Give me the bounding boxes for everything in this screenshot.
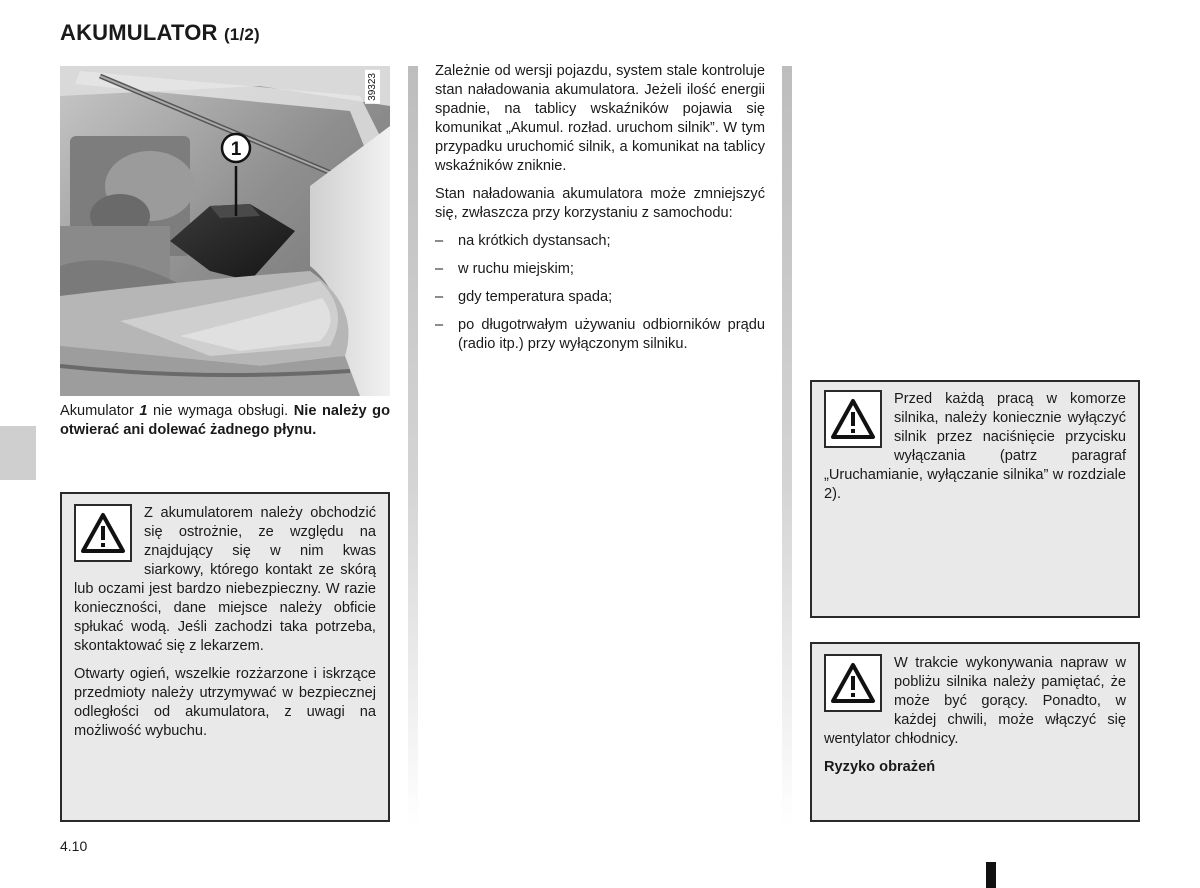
warning-paragraph: Przed każdą pracą w komorze silnika, należy koniecznie wyłączyć silnik przez naciśnięcie przycisku wyłączania (patrz paragraf „Uruchamianie, wyłączanie silnika” w rozdziale 2). bbox=[824, 391, 1126, 502]
title-part: (1/2) bbox=[223, 25, 260, 44]
warning-paragraph: Otwarty ogień, wszelkie rozżarzone i iskrzące przedmioty należy utrzymywać w bezpiecznej odległości od akumulatora, z uwagi na możliwość wybuchu. bbox=[74, 666, 376, 739]
warning-paragraph: Z akumulatorem należy obchodzić się ostrożnie, ze względu na znajdujący się w nim kwas siarkowy, którego kontakt ze skórą lub oczami jest bardzo niebezpieczny. W razie konieczności, dane miejsce należy obficie spłukać wodą. Jeśli zachodzi taka potrzeba, skontaktować się z lekarzem. bbox=[74, 505, 376, 654]
warning-box-battery-acid bbox=[60, 492, 390, 822]
photo-caption: Akumulator 1 nie wymaga obsługi. Nie należy go otwierać ani dolewać żadnego płynu. bbox=[60, 403, 390, 438]
page-number: 4.10 bbox=[60, 838, 88, 854]
column-divider bbox=[408, 66, 418, 826]
list-item: – po długotrwałym używaniu odbiorników prądu (radio itp.) przy wyłączonym silniku. bbox=[435, 317, 765, 352]
main-text-column bbox=[435, 62, 765, 363]
photo-reference-code: 39323 bbox=[365, 70, 380, 104]
warning-emphasis: Ryzyko obrażeń bbox=[824, 759, 936, 775]
warning-box-hot-engine bbox=[810, 642, 1140, 822]
page-title: AKUMULATOR (1/2) bbox=[60, 20, 260, 45]
column-divider bbox=[782, 66, 792, 826]
chapter-tab bbox=[0, 426, 36, 480]
engine-bay-illustration bbox=[60, 66, 390, 396]
body-paragraph: Stan naładowania akumulatora może zmniejszyć się, zwłaszcza przy korzystaniu z samochodu: bbox=[435, 186, 765, 221]
warning-paragraph: W trakcie wykonywania napraw w pobliżu silnika należy pamiętać, że może być gorący. Ponadto, w każdej chwili, może włączyć się wentylator chłodnicy. bbox=[824, 655, 1126, 747]
list-item: – w ruchu miejskim; bbox=[435, 261, 574, 277]
callout-reference: 1 bbox=[139, 403, 148, 419]
warning-triangle-icon bbox=[824, 654, 882, 712]
callout-1-label: 1 bbox=[230, 139, 242, 160]
warning-triangle-icon bbox=[824, 390, 882, 448]
list-item: – na krótkich dystansach; bbox=[435, 233, 611, 249]
caption-warning-bold: Nie należy go otwierać ani dolewać żadnego płynu. bbox=[60, 403, 390, 438]
warning-box-engine-off bbox=[810, 380, 1140, 618]
page-edge-marker bbox=[986, 862, 996, 888]
list-item: – gdy temperatura spada; bbox=[435, 289, 613, 305]
warning-triangle-icon bbox=[74, 504, 132, 562]
body-paragraph: Zależnie od wersji pojazdu, system stale kontroluje stan naładowania akumulatora. Jeżeli ilość energii spadnie, na tablicy wskaźników pojawia się komunikat „Akumul. rozład. uruchom silnik”. W tym przypadku uruchomić silnik, a komunikat na tablicy wskaźników zniknie. bbox=[435, 63, 765, 174]
engine-bay-photo bbox=[60, 66, 390, 396]
